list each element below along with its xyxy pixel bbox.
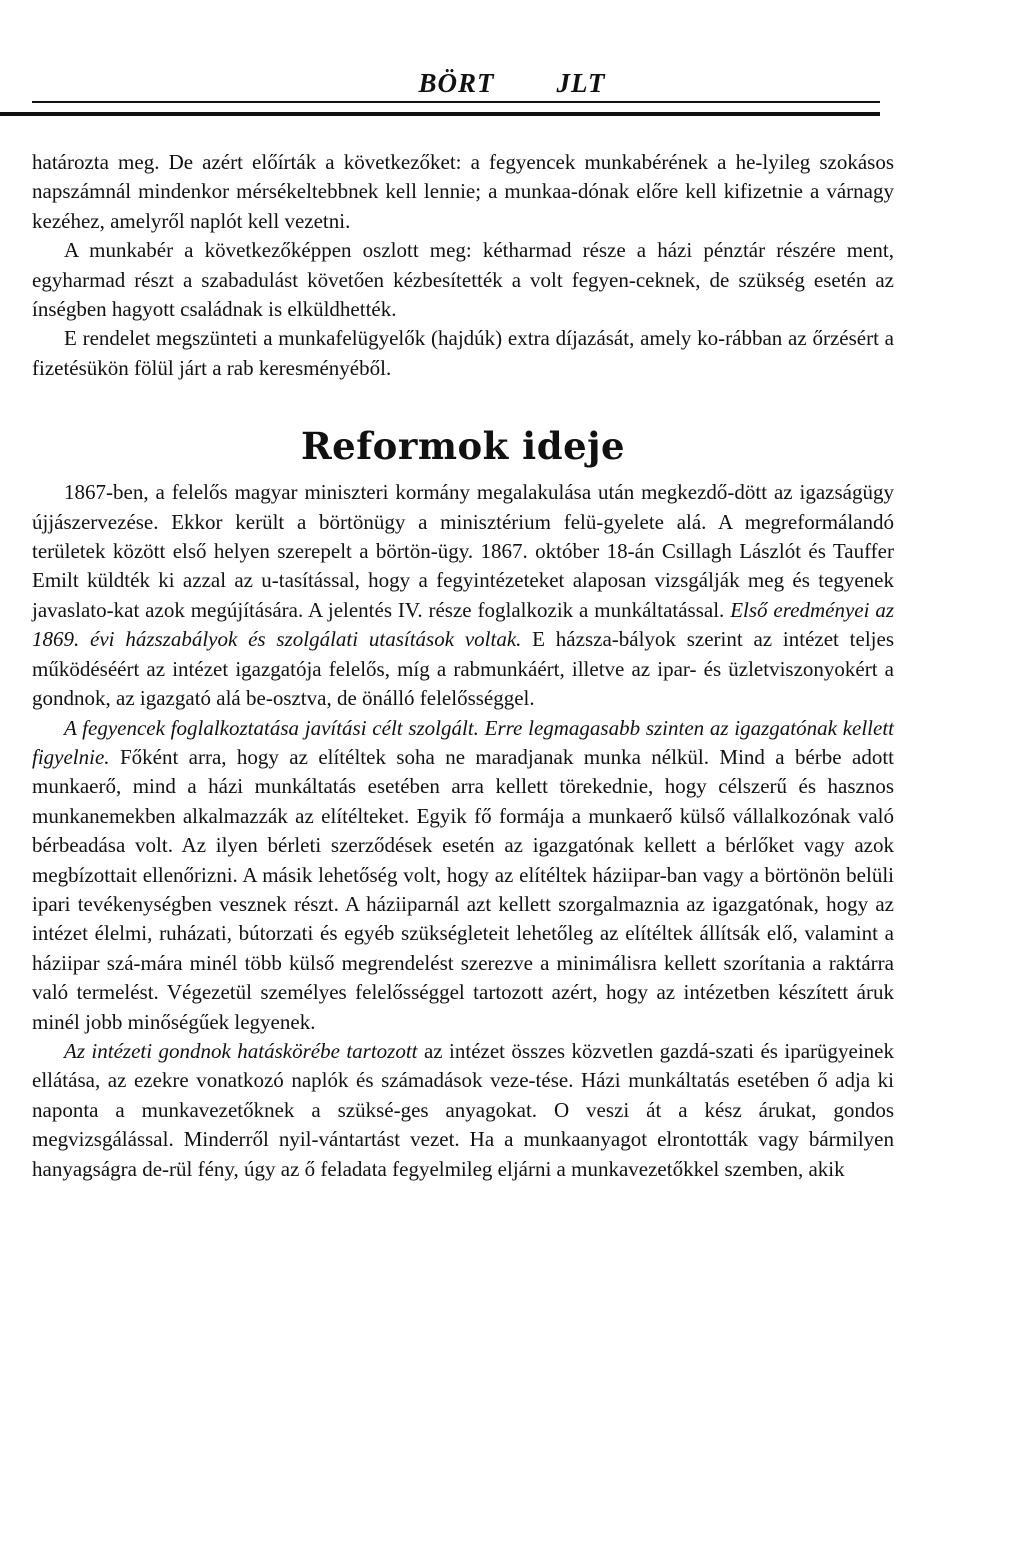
- paragraphs-after-section: [32, 478, 894, 1184]
- italic-text-run: A fegyencek foglalkoztatása javítási célt szolgált. Erre legmagasabb szinten az igazgatónak kellett figyelnie.: [32, 715, 894, 769]
- text-run: 1867-ben, a felelős magyar miniszteri kormány megalakulása után megkezdő-dött az igazságügy újjászervezése. Ekkor került a börtönügy a minisztérium felü-gyelete alá. A megreformálandó területek között első helyen szerepelt a börtön-ügy. 1867. október 18-án Csillagh Lászlót és Tauffer Emilt küldték ki azzal az u-tasítással, hogy a fegyintézeteket alaposan vizsgálják meg és tegyenek javaslato-kat azok megújítására. A jelentés IV. része foglalkozik a munkáltatással.: [32, 480, 894, 622]
- text-run: határozta meg. De azért előírták a következőket: a fegyencek munkabérének a he-lyileg szokásos napszámnál mindenkor mérsékeltebbnek kell lennie; a munkaa-dónak előre kell kifizetnie a várnagy kezéhez, amelyről naplót kell vezetni.: [32, 150, 894, 233]
- italic-text-run: Első eredményei az 1869. évi házszabályok és szolgálati utasítások voltak.: [32, 597, 894, 652]
- paragraph: [32, 1037, 894, 1184]
- paragraph: [32, 148, 894, 236]
- section-title: Reformok ideje: [300, 424, 626, 469]
- paragraph: [32, 236, 894, 324]
- paragraph: [32, 714, 894, 1037]
- header-rule-thin: [32, 101, 880, 103]
- header-rule-thick: [0, 112, 880, 116]
- text-run: Főként arra, hogy az elítéltek soha ne maradjanak munka nélkül. Mind a bérbe adott munkaerő, mind a házi munkáltatás esetében arra kellett törekednie, hogy célszerű és hasznos munkanemekben alkalmazzák az elítélteket. Egyik fő formája a munkaerő külső vállalkozónak való bérbeadása volt. Az ilyen bérleti szerződések esetén az igazgatónak kellett a bérlőket vagy azok megbízottait ellenőrizni. A másik lehetőség volt, hogy az elítéltek háziipar-ban vagy a börtönön belüli ipari tevékenységben vesznek részt. A háziiparnál azt kellett szorgalmaznia az igazgatónak, hogy az intézet élelmi, ruházati, bútorzati és egyéb szükségleteit lehetőleg az elítéltek állítsák elő, valamint a háziipar szá-mára minél több külső megrendelést szerezve a minimálisra kellett szorítania a raktárra való termelést. Végezetül személyes felelősséggel tartozott azért, hogy az intézetben készített áruk minél jobb minőségűek legyenek.: [32, 744, 894, 1034]
- text-run: E rendelet megszünteti a munkafelügyelők (hajdúk) extra díjazását, amely ko-rábban az őrzésért a fizetésükön fölül járt a rab keresményéből.: [32, 326, 894, 380]
- italic-text-run: Az intézeti gondnok hatáskörébe tartozott: [64, 1038, 418, 1063]
- paragraph: [32, 478, 894, 713]
- paragraph: [32, 324, 894, 383]
- body-text: [32, 148, 894, 1184]
- paragraphs-before-section: [32, 148, 894, 383]
- running-head: BÖRT JLT: [418, 68, 606, 98]
- text-run: E házsza-bályok szerint az intézet teljes működéséért az intézet igazgatója felelős, míg a rabmunkáért, illetve az ipar- és üzletviszonyokért a gondnok, az igazgató alá be-osztva, de önálló felelősséggel.: [32, 627, 894, 711]
- text-run: az intézet összes közvetlen gazdá-szati és iparügyeinek ellátása, az ezekre vonatkozó naplók és számadások veze-tése. Házi munkáltatás esetében ő adja ki naponta a munkavezetőknek a szüksé-ges anyagokat. O veszi át a kész árukat, gondos megvizsgálással. Minderről nyil-vántartást vezet. Ha a munkaanyagot elrontották vagy bármilyen hanyagságra de-rül fény, úgy az ő feladata fegyelmileg eljárni a munkavezetőkkel szemben, akik: [32, 1038, 894, 1181]
- text-run: A munkabér a következőképpen oszlott meg: kétharmad része a házi pénztár részére ment, egyharmad részt a szabadulást követően kézbesítették a volt fegyen-ceknek, de szükség esetén az ínségben hagyott családnak is elküldhették.: [32, 238, 894, 322]
